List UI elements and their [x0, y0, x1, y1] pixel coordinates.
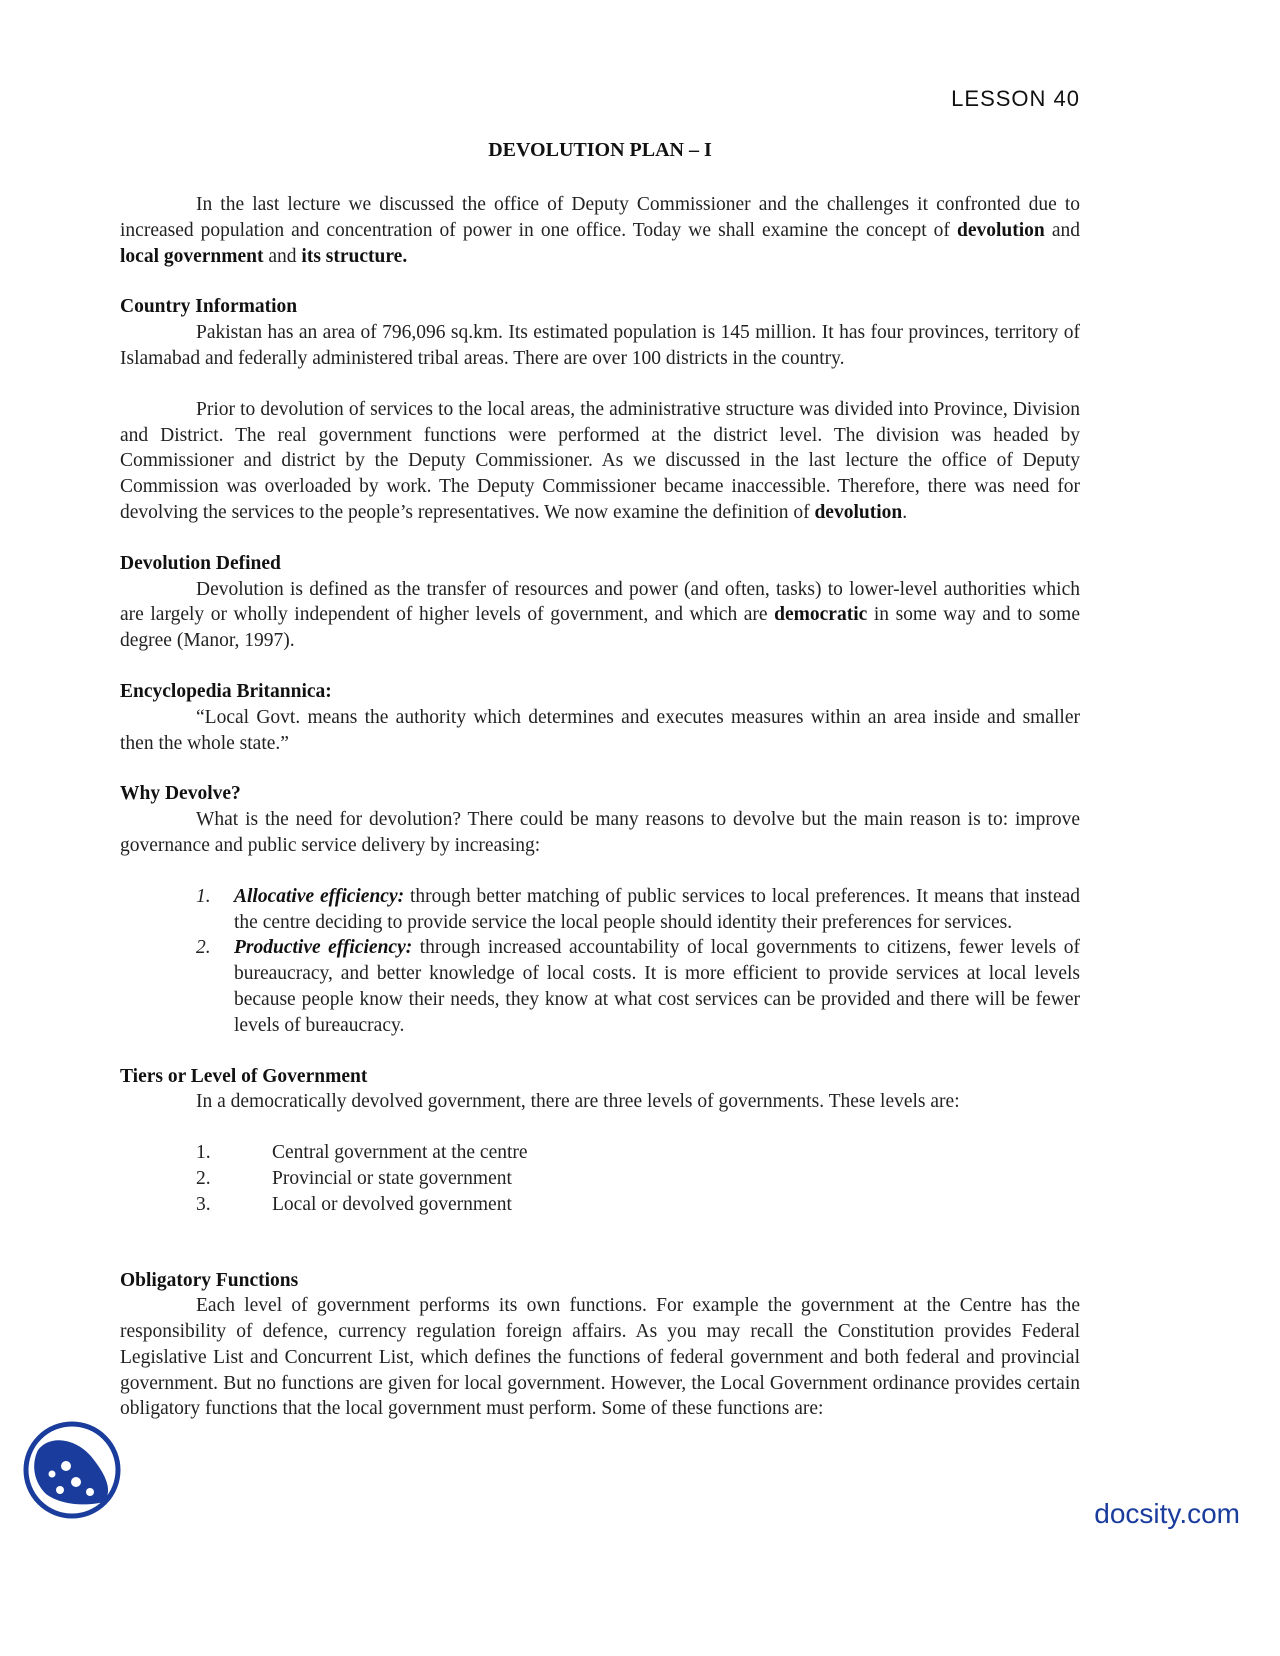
lesson-number: LESSON 40	[951, 86, 1080, 111]
list-item: 3. Local or devolved government	[196, 1193, 512, 1215]
section-heading-country-information: Country Information	[120, 296, 298, 318]
list-item: 2. Provincial or state government	[196, 1167, 512, 1189]
prior-devolution-paragraph: Prior to devolution of services to the local areas, the administrative structure was divided into Province, Division and District. The real government functions were performed at the district level. The division was headed by Commissioner and district by the Deputy Commissioner. As we discussed in the last lecture the office of Deputy Commission was overloaded by work. The Deputy Commissioner became inaccessible. Therefore, there was need for devolving the services to the people’s representatives. We now examine the definition of devolution.	[120, 398, 1080, 523]
efficiency-list	[196, 884, 1080, 1039]
section-heading-obligatory-functions: Obligatory Functions	[120, 1269, 299, 1291]
docsity-brand-link[interactable]: docsity.com	[1094, 1498, 1240, 1529]
why-devolve-paragraph: What is the need for devolution? There could be many reasons to devolve but the main reason is to: improve governance and public service delivery by increasing:	[120, 809, 1080, 856]
tiers-paragraph: In a democratically devolved government, there are three levels of governments. These levels are:	[196, 1091, 960, 1113]
obligatory-paragraph: Each level of government performs its own functions. For example the government at the Centre has the responsibility of defence, currency regulation foreign affairs. As you may recall the Constitution provides Federal Legislative List and Concurrent List, which defines the functions of federal government and both federal and provincial government. But no functions are given for local government. However, the Local Government ordinance provides certain obligatory functions that the local government must perform. Some of these functions are:	[120, 1295, 1080, 1420]
list-item: 1. Central government at the centre	[196, 1142, 528, 1164]
section-heading-tiers: Tiers or Level of Government	[120, 1065, 368, 1087]
list-item: 1. Allocative efficiency: through better matching of public services to local preferences. It means that instead the centre deciding to provide service the local people should identity their preferences for services.	[196, 885, 1081, 933]
tiers-list	[196, 1140, 1080, 1217]
docsity-logo-icon	[22, 1420, 122, 1520]
britannica-quote: “Local Govt. means the authority which determines and executes measures within an area inside and smaller then the whole state.”	[120, 706, 1080, 754]
page-title: DEVOLUTION PLAN – I	[488, 139, 712, 161]
devolution-definition-paragraph: Devolution is defined as the transfer of resources and power (and often, tasks) to lower-level authorities which are largely or wholly independent of higher levels of government, and which are democratic in some way and to some degree (Manor, 1997).	[120, 578, 1080, 652]
intro-paragraph: In the last lecture we discussed the office of Deputy Commissioner and the challenges it confronted due to increased population and concentration of power in one office. Today we shall examine the concept of devolution and local government and its structure.	[120, 194, 1080, 267]
section-heading-devolution-defined: Devolution Defined	[120, 552, 281, 574]
list-item: 2. Productive efficiency: through increased accountability of local governments to citizens, fewer levels of bureaucracy, and better knowledge of local costs. It is more efficient to provide services at local levels because people know their needs, they know at what cost services can be provided and there will be fewer levels of bureaucracy.	[196, 937, 1080, 1036]
country-info-paragraph: Pakistan has an area of 796,096 sq.km. Its estimated population is 145 million. It has four provinces, territory of Islamabad and federally administered tribal areas. There are over 100 districts in the country.	[120, 322, 1080, 369]
section-heading-why-devolve: Why Devolve?	[120, 783, 241, 805]
section-heading-britannica: Encyclopedia Britannica:	[120, 680, 332, 702]
document-body	[120, 192, 1080, 1422]
